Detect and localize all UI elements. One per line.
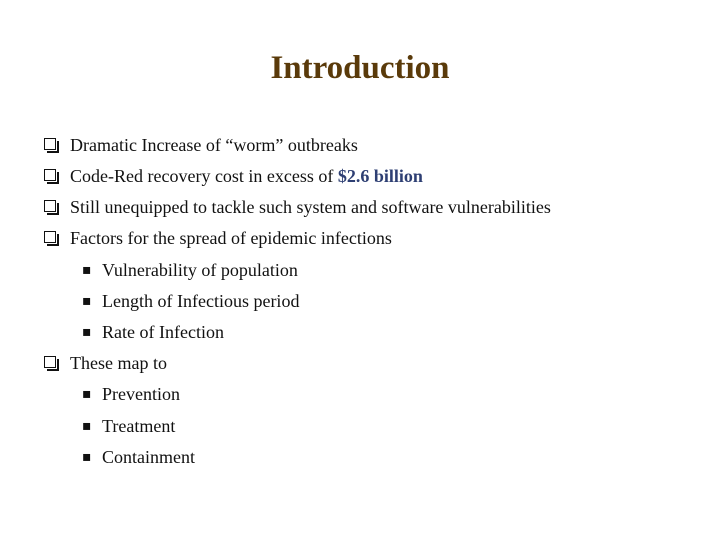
hollow-square-bullet-icon — [44, 356, 56, 368]
square-bullet-icon: ▪ — [82, 386, 92, 402]
bullet-text: Code-Red recovery cost in excess of — [70, 166, 338, 186]
sub-bullet-item — [82, 446, 195, 468]
bullet-item — [70, 352, 167, 374]
bullet-text: Factors for the spread of epidemic infections — [70, 228, 392, 248]
slide-title: Introduction — [270, 50, 450, 86]
bullet-item — [70, 227, 392, 249]
bullet-text: These map to — [70, 353, 167, 373]
sub-bullet-item — [82, 415, 176, 437]
bullet-text: Dramatic Increase of “worm” outbreaks — [70, 135, 358, 155]
sub-bullet-text: Treatment — [102, 416, 176, 436]
square-bullet-icon: ▪ — [82, 324, 92, 340]
sub-bullet-text: Vulnerability of population — [102, 260, 298, 280]
bullet-item — [70, 134, 358, 156]
square-bullet-icon: ▪ — [82, 262, 92, 278]
hollow-square-bullet-icon — [44, 231, 56, 243]
square-bullet-icon: ▪ — [82, 418, 92, 434]
sub-bullet-item — [82, 259, 298, 281]
hollow-square-bullet-icon — [44, 169, 56, 181]
sub-bullet-text: Rate of Infection — [102, 322, 224, 342]
sub-bullet-text: Prevention — [102, 384, 180, 404]
bullet-item — [70, 196, 551, 218]
bullet-item — [70, 165, 423, 187]
sub-bullet-text: Length of Infectious period — [102, 291, 300, 311]
sub-bullet-item — [82, 290, 300, 312]
sub-bullet-item — [82, 383, 180, 405]
hollow-square-bullet-icon — [44, 138, 56, 150]
square-bullet-icon: ▪ — [82, 449, 92, 465]
sub-bullet-text: Containment — [102, 447, 195, 467]
sub-bullet-item — [82, 321, 224, 343]
cost-highlight: $2.6 billion — [337, 166, 423, 186]
square-bullet-icon: ▪ — [82, 293, 92, 309]
bullet-text: Still unequipped to tackle such system and software vulnerabilities — [70, 197, 551, 217]
hollow-square-bullet-icon — [44, 200, 56, 212]
